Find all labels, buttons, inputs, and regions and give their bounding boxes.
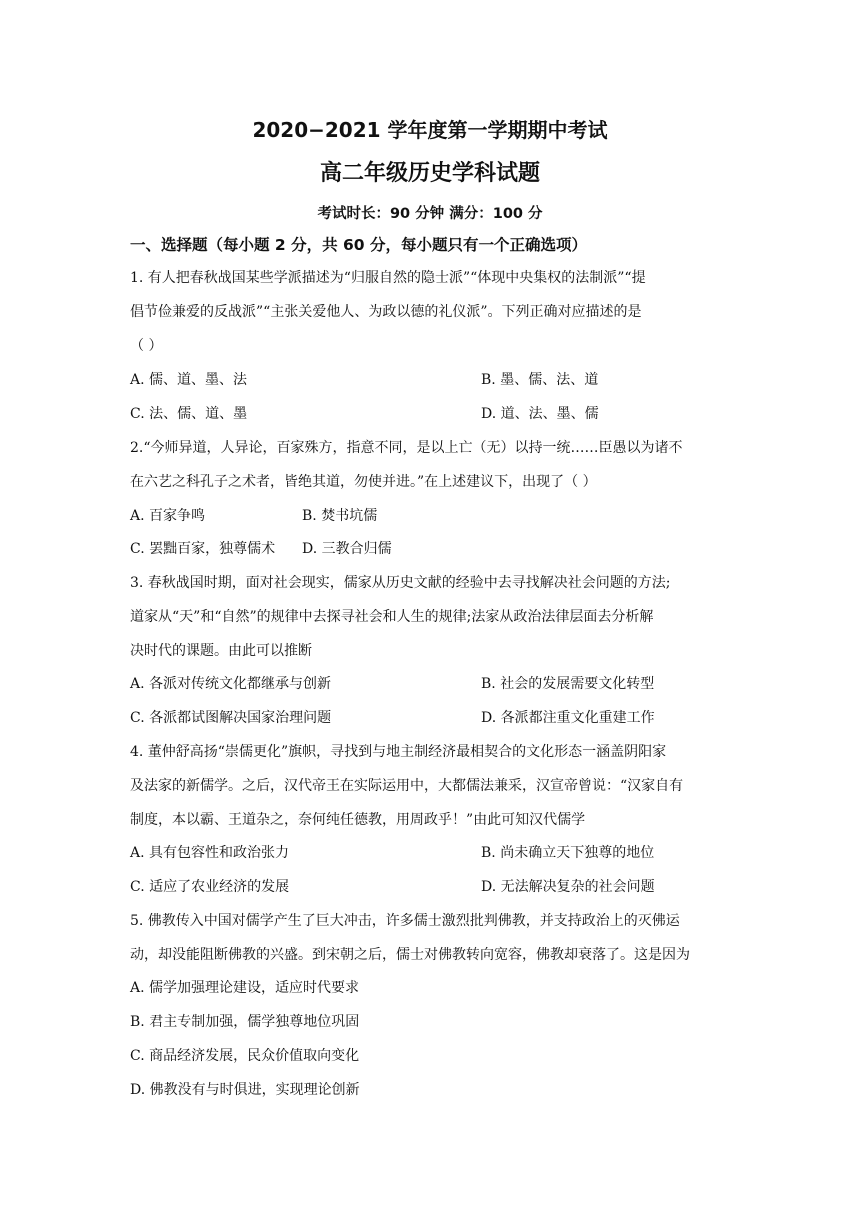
question-3-option-d[interactable]: D. 各派都注重文化重建工作: [481, 710, 655, 726]
question-2-option-a[interactable]: A. 百家争鸣: [130, 508, 206, 524]
question-5-option-d[interactable]: D. 佛教没有与时俱进，实现理论创新: [130, 1082, 360, 1098]
question-1-option-a[interactable]: A. 儒、道、墨、法: [130, 372, 248, 388]
question-4-option-b[interactable]: B. 尚未确立天下独尊的地位: [481, 845, 655, 861]
question-5-option-c[interactable]: C. 商品经济发展，民众价值取向变化: [130, 1048, 360, 1064]
question-2-option-b[interactable]: B. 焚书坑儒: [302, 508, 378, 524]
question-2-line-1: 2.“今师异道，人异论，百家殊方，指意不同，是以上亡（无）以持一统……臣愚以为诸不: [130, 440, 683, 456]
question-2-option-d[interactable]: D. 三教合归儒: [302, 541, 392, 557]
question-4-line-2: 及法家的新儒学。之后，汉代帝王在实际运用中，大都儒法兼采，汉宣帝曾说：“汉家自有: [130, 778, 684, 794]
question-4-line-1: 4. 董仲舒高扬“崇儒更化”旗帜，寻找到与地主制经济最相契合的文化形态一涵盖阴阳家: [130, 744, 667, 760]
question-1-line-1: 1. 有人把春秋战国某些学派描述为“归服自然的隐士派”“体现中央集权的法制派”“提: [130, 270, 646, 286]
section-heading: 一、选择题（每小题 2 分，共 60 分，每小题只有一个正确选项）: [130, 236, 587, 254]
exam-subtitle: 高二年级历史学科试题: [319, 161, 540, 186]
question-4-option-c[interactable]: C. 适应了农业经济的发展: [130, 879, 290, 895]
question-3-line-1: 3. 春秋战国时期，面对社会现实，儒家从历史文献的经验中去寻找解决社会问题的方法;: [130, 575, 671, 591]
question-1-line-2: 倡节俭兼爱的反战派”“主张关爱他人、为政以德的礼仪派”。下列正确对应描述的是: [130, 304, 642, 320]
question-3-option-b[interactable]: B. 社会的发展需要文化转型: [481, 676, 655, 692]
question-2-option-c[interactable]: C. 罢黜百家，独尊儒术: [130, 541, 276, 557]
question-4-option-d[interactable]: D. 无法解决复杂的社会问题: [481, 879, 655, 895]
exam-title: 2020−2021 学年度第一学期期中考试: [252, 118, 608, 142]
question-5-line-2: 动，却没能阻断佛教的兴盛。到宋朝之后，儒士对佛教转向宽容，佛教却衰落了。这是因为: [130, 947, 690, 963]
question-2-line-2: 在六艺之科孔子之术者，皆绝其道，勿使并进。”在上述建议下，出现了（ ）: [130, 474, 597, 490]
question-5-option-a[interactable]: A. 儒学加强理论建设，适应时代要求: [130, 980, 360, 996]
question-3-line-3: 决时代的课题。由此可以推断: [130, 643, 312, 659]
question-1-option-c[interactable]: C. 法、儒、道、墨: [130, 406, 248, 422]
question-1-option-d[interactable]: D. 道、法、墨、儒: [481, 406, 599, 422]
question-5-option-b[interactable]: B. 君主专制加强，儒学独尊地位巩固: [130, 1014, 360, 1030]
question-4-line-3: 制度，本以霸、王道杂之，奈何纯任德教，用周政乎！”由此可知汉代儒学: [130, 812, 586, 828]
question-4-option-a[interactable]: A. 具有包容性和政治张力: [130, 845, 290, 861]
question-1-option-b[interactable]: B. 墨、儒、法、道: [481, 372, 599, 388]
exam-info: 考试时长：90 分钟 满分：100 分: [317, 206, 543, 222]
question-3-option-a[interactable]: A. 各派对传统文化都继承与创新: [130, 676, 332, 692]
question-3-option-c[interactable]: C. 各派都试图解决国家治理问题: [130, 710, 332, 726]
question-5-line-1: 5. 佛教传入中国对儒学产生了巨大冲击，许多儒士激烈批判佛教，并支持政治上的灭佛运: [130, 913, 680, 929]
question-1-line-3: （ ）: [130, 338, 163, 354]
question-3-line-2: 道家从“天”和“自然”的规律中去探寻社会和人生的规律;法家从政治法律层面去分析解: [130, 609, 654, 625]
